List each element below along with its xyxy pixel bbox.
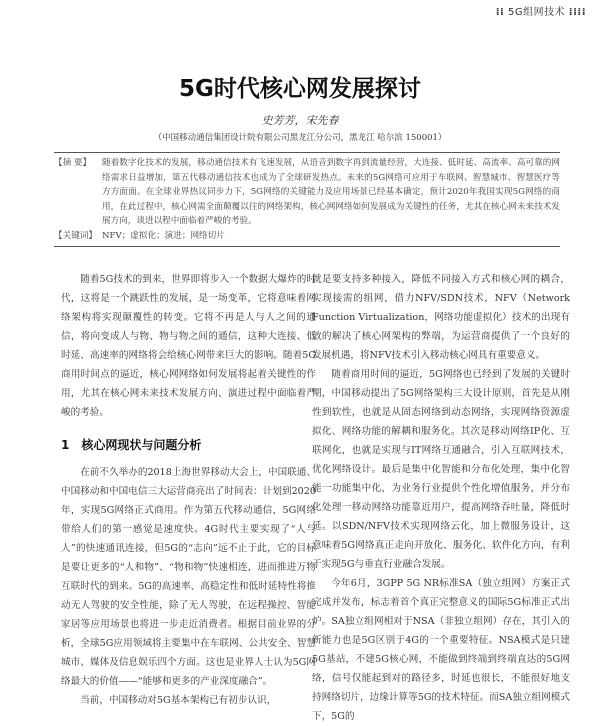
section-heading: 1 核心网现状与问题分析 bbox=[61, 438, 202, 452]
body-paragraph: 当前，中国移动对5G基本架构已有初步认识， bbox=[80, 695, 277, 706]
article-title: 5G时代核心网发展探讨 bbox=[179, 76, 421, 102]
intro-paragraph: 随着5G技术的到来，世界即将步入一个数据大爆炸的时代，这将是一个跳跃性的发展，是一场变革，它将意味着网络架构将实现颠覆性的转变。它将不再是人与人之间的通信，将向变成人与物、物与物之间的通信，这种大连接、低时延、高速率的网络将会给核心网带来巨大的影响。随着5G商用时间点的逼近，核心网网络如何发展将起着关键性的作用，尤其在核心网未来技术发展方向、演进过程中面临着严峻的考验。 bbox=[61, 274, 316, 418]
body-paragraph: 在前不久举办的2018上海世界移动大会上，中国联通、中国移动和中国电信三大运营商亮出了时间表：计划到2020年，实现5G网络正式商用。作为第五代移动通信，5G网络带给人们的第一感觉是速度快。4G时代主要实现了“人与人”的快速通讯连接，但5G的“志向”远不止于此，它的目标是要让更多的“人和物”、“物和物”快速相连，进而推进万物互联时代的到来。5G的高速率、高稳定性和低时延特性将推动无人驾驶的安全性能，除了无人驾驶，在远程操控、智能家居等应用场景也将进一步走近消费者。根据目前业界的分析，全球5G应用领域将主要集中在车联网、公共安全、智慧城市、媒体及信息娱乐四个方面。这也是业界人士认为5G网络最大的价值——“能够和更多的产业深度融合”。 bbox=[61, 467, 316, 687]
keywords-label: 【关键词】 bbox=[54, 230, 97, 241]
header-bars-right: ⁞⁞⁞⁞ bbox=[568, 7, 586, 18]
article-authors: 史芳芳，宋先春 bbox=[261, 114, 339, 127]
abstract-text: 随着数字化技术的发展，移动通信技术有飞速发展，从语音到数字再到流量经营，大连接、低时延、高流率、高可靠的网络需求日益增加，第五代移动通信技术也成为了全球研发热点。未来的5G网络可应用于车联网、智慧城市、智慧医疗等方方面面。在全球业界热议同步力下，5G网络的关键能力及应用场景已经基本确定，预计2020年我国实现5G网络的商用，在此过程中，核心网需全面颠覆以往的网络架构，核心网网络如何发展成为关键性的任务，尤其在核心网未来技术发展方向，谈进以程中面临着严峻的考验。 bbox=[102, 158, 560, 226]
keywords-row bbox=[54, 229, 560, 244]
keywords-text: NFV；虚拟化；演进；网络切片 bbox=[102, 230, 225, 241]
abstract-box bbox=[54, 152, 560, 247]
abstract-label: 【摘 要】 bbox=[54, 158, 92, 168]
body-paragraph: 就是要支持多种接入，降低不同接入方式和核心网的耦合，实现接需的组网，借力NFV/SDN技术，NFV（Network Function Virtualization，网络功能虚拟化）技术的出现有效的解决了核心网架构的弊端，为运营商提供了一个良好的发展机遇，将NFV技术引入移动核心网具有重要意义。 bbox=[312, 274, 570, 361]
body-paragraph: 随着商用时间的逼近，5G网络也已经到了发展的关键时期，中国移动提出了5G网络架构三大设计原则，首先是从刚性到软性，也就是从固态网络到动态网络，实现网络资源虚拟化、网络功能的解耦和服务化。其次是移动网络IP化、互联网化，也就是实现与IT网络互通融合，引入互联网技术，优化网络设计。最后是集中化智能和分布化处理，集中化智能一功能集中化，为业务行业提供个性化增值服务，并分布化处理一移动网络功能靠近用户，提高网络吞吐量，降低时延。以SDN/NFV技术实现网络云化，加上微服务设计，这意味着5G网络真正走向开放化、服务化、软件化方向，有利于实现5G与垂直行业融合发展。 bbox=[312, 369, 570, 570]
left-column bbox=[61, 270, 316, 710]
body-paragraph: 今年6月，3GPP 5G NR标准SA（独立组网）方案正式完成并发布，标志着首个真正完整意义的国际5G标准正式出炉。SA独立组网相对于NSA（非独立组网）存在，其引入的新能力也是5G区别于4G的一个重要特征。NSA模式是只建5G基站，不建5G核心网，不能做到终端到终端直达的5G网络，信号仅能起到对的路径多，时延也很长，不能很好地支持网络切片，边缘计算等5G的技术特征。而SA独立组网模式下，5G的 bbox=[312, 578, 570, 722]
journal-section-name: 5G组网技术 bbox=[507, 7, 566, 18]
right-column bbox=[312, 270, 570, 726]
article-affiliation: （中国移动通信集团设计院有限公司黑龙江分公司，黑龙江 哈尔滨 150001） bbox=[153, 133, 447, 143]
journal-header bbox=[496, 3, 586, 18]
header-bars-left: ⁞⁞ bbox=[495, 7, 505, 18]
abstract-row bbox=[54, 156, 560, 229]
